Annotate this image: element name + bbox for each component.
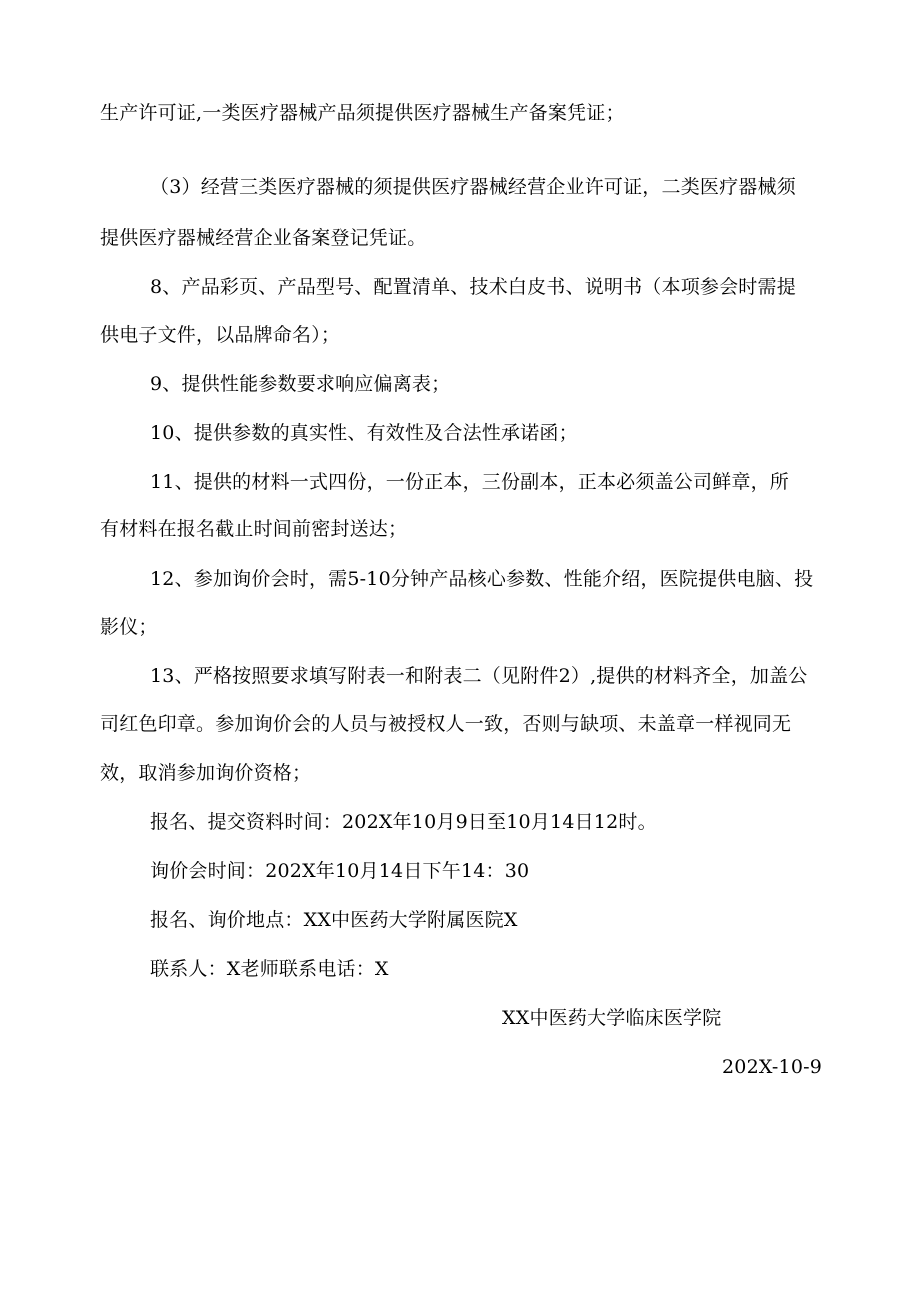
body-line: 影仪； xyxy=(100,616,158,638)
body-line: 供电子文件，以品牌命名）； xyxy=(100,324,341,346)
body-line: 12、参加询价会时，需5-10分钟产品核心参数、性能介绍，医院提供电脑、投 xyxy=(150,568,814,590)
body-line: 10、提供参数的真实性、有效性及合法性承诺函； xyxy=(150,422,578,444)
body-line: 有材料在报名截止时间前密封送达； xyxy=(100,518,408,540)
body-line: 司红色印章。参加询价会的人员与被授权人一致，否则与缺项、未盖章一样视同无 xyxy=(100,713,792,735)
body-line: 生产许可证,一类医疗器械产品须提供医疗器械生产备案凭证； xyxy=(100,102,625,124)
signature-organization: XX中医药大学临床医学院 xyxy=(502,1007,722,1029)
body-line: 8、产品彩页、产品型号、配置清单、技术白皮书、说明书（本项参会时需提 xyxy=(150,276,796,298)
body-line: （3）经营三类医疗器械的须提供医疗器械经营企业许可证，二类医疗器械须 xyxy=(150,176,796,198)
body-line: 11、提供的材料一式四份，一份正本，三份副本，正本必须盖公司鲜章，所 xyxy=(150,471,789,493)
body-line: 联系人：X老师联系电话：X xyxy=(150,958,389,980)
body-line: 13、严格按照要求填写附表一和附表二（见附件2）,提供的材料齐全，加盖公 xyxy=(150,665,808,687)
signature-date: 202X-10-9 xyxy=(722,1056,823,1078)
body-line: 效，取消参加询价资格； xyxy=(100,762,312,784)
body-line: 报名、提交资料时间：202X年10月9日至10月14日12时。 xyxy=(150,811,657,833)
body-line: 提供医疗器械经营企业备案登记凭证。 xyxy=(100,227,427,249)
body-line: 9、提供性能参数要求响应偏离表； xyxy=(150,373,451,395)
body-line: 询价会时间：202X年10月14日下午14：30 xyxy=(150,860,530,882)
body-line: 报名、询价地点：XX中医药大学附属医院X xyxy=(150,909,518,931)
